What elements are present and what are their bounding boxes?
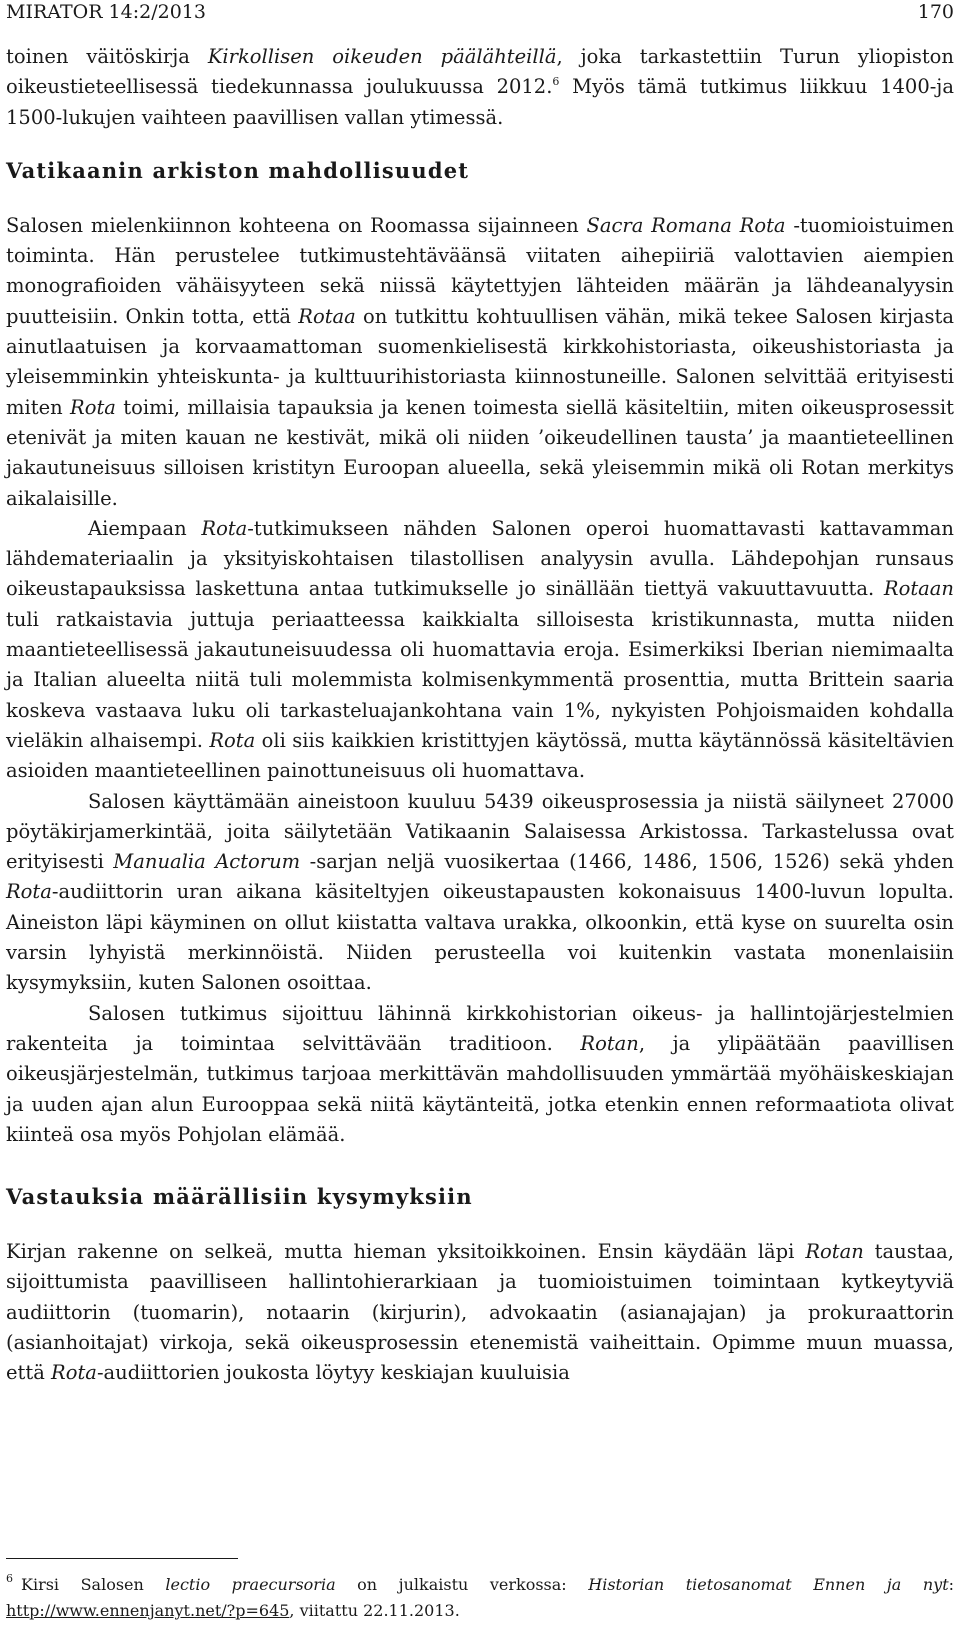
text-run: Salosen tutkimus sijoittuu lähinnä kirkkohistorian oikeus- ja hallintojärjestelmien rakenteita ja toimintaa selvittävään traditioon.	[6, 1001, 954, 1055]
journal-title: MIRATOR 14:2/2013	[6, 1, 206, 23]
intro-paragraph	[6, 42, 954, 133]
italic-term: lectio praecursoria	[165, 1575, 336, 1594]
footnote-ref[interactable]: 6	[552, 75, 560, 89]
text-run: Salosen mielenkiinnon kohteena on Roomassa sijainneen	[6, 213, 587, 237]
paragraph	[6, 787, 954, 999]
footnote-number: 6	[6, 1572, 13, 1585]
text-run: :	[948, 1575, 955, 1594]
text-run: Myös tämä tutkimus liikkuu 1400-ja 1500-lukujen vaihteen paavillisen vallan ytimessä.	[6, 75, 954, 129]
italic-term: Manualia Actorum	[113, 850, 301, 874]
running-header	[6, 0, 954, 30]
text-run: toinen väitöskirja	[6, 45, 208, 68]
text-run: taustaa, sijoittumista paavilliseen hallintohierarkiaan ja tuomioistuimen toimintaan kytkeytyviä audiittorin (tuomarin), notaarin (kirjurin), advokaatin (asianajajan) ja prokuraattorin (asianhoitajat) virkoja, sekä oikeusprosessin etenemistä vaiheittain. Opimme muun muassa, että	[6, 1240, 954, 1385]
text-run: Salosen käyttämään aineistoon kuuluu 5439 oikeusprosessia ja niistä säilyneet 27000 pöytäkirjamerkintää, joita säilytetään Vatikaanin Salaisessa Arkistossa. Tarkastelussa ovat erityisesti	[6, 789, 954, 874]
footnote-link[interactable]: http://www.ennenjanyt.net/?p=645	[6, 1601, 290, 1620]
italic-term: Rota	[51, 1361, 97, 1385]
text-run: -audiittorien joukosta löytyy keskiajan kuuluisia	[96, 1361, 570, 1385]
italic-term: Rota	[209, 728, 256, 752]
text-run: , joka tarkastettiin Turun yliopiston oikeustieteellisessä tiedekunnassa joulukuussa 2012.	[6, 45, 954, 99]
italic-term: Rota	[70, 395, 116, 419]
section-answers-body	[6, 1237, 954, 1388]
text-run: , ja ylipäätään paavillisen oikeusjärjestelmän, tutkimus tarjoaa merkittävän mahdollisuuden ymmärtää myöhäiskeskiajan ja uuden ajan alun Eurooppaa sekä niitä käytänteitä, jotka etenkin ennen reformaatiota olivat kiinteä osa myös Pohjolan elämää.	[6, 1031, 955, 1146]
text-run: -sarjan neljä vuosikertaa (1466, 1486, 1506, 1526) sekä yhden	[300, 850, 954, 874]
paragraph	[6, 999, 954, 1150]
footnote-divider	[6, 1558, 238, 1559]
text-run: on tutkittu kohtuullisen vähän, mikä tekee Salosen kirjasta ainutlaatuisen ja korvaamattoman suomenkielisestä kirkkohistoriasta, oikeushistoriasta ja yleisemminkin yhteiskunta- ja kulttuurihistoriasta kiinnostuneille. Salonen selvittää erityisesti miten	[6, 304, 954, 419]
text-run: Kirjan rakenne on selkeä, mutta hieman yksitoikkoinen. Ensin käydään läpi	[6, 1240, 806, 1264]
text-run: -tutkimukseen nähden Salonen operoi huomattavasti kattavamman lähdemateriaalin ja yksityiskohtaisen tilastollisen analyysin avulla. Lähdepohjan runsaus oikeustapauksissa laskettuna antaa tutkimukselle jo sinällään tiettyä vakuuttavuutta.	[6, 516, 954, 601]
section-vatican-body	[6, 211, 954, 1150]
text-run: -audiittorin uran aikana käsiteltyjen oikeustapausten kokonaisuus 1400-luvun lopulta. Aineiston läpi käyminen on ollut kiistatta valtava urakka, olkoonkin, että kyse on suurelta osin varsin lyhyistä merkinnöistä. Niiden perusteella voi kuitenkin vastata monenlaisiin kysymyksiin, kuten Salonen osoittaa.	[6, 880, 954, 995]
italic-term: Rotaa	[298, 304, 356, 328]
italic-term: Rotan	[580, 1031, 639, 1055]
italic-term: Rotaan	[883, 577, 954, 601]
text-run: Kirsi Salosen	[21, 1575, 166, 1594]
italic-term: Rota	[6, 880, 52, 904]
paragraph	[6, 1237, 954, 1388]
italic-title: Kirkollisen oikeuden päälähteillä	[207, 45, 557, 68]
italic-term: Sacra Romana Rota	[586, 213, 786, 237]
section-heading-vatican: Vatikaanin arkiston mahdollisuudet	[6, 157, 470, 183]
italic-term: Rota	[201, 516, 248, 540]
text-run: Aiempaan	[88, 516, 202, 540]
text-run: tuli ratkaistavia juttuja periaatteessa kaikkialta silloisesta kristikunnasta, mutta niiden maantieteellisessä jakautuneisuudessa oli huomattavia eroja. Esimerkiksi Iberian niemimaalta ja Italian alueelta niitä tuli molemmista kolmisenkymmentä prosenttia, mutta Brittein saaria koskeva vastaava luku oli tarkasteluajankohtana vain 1%, nykyisten Pohjoismaiden kohdalla vieläkin alhaisempi.	[6, 607, 954, 752]
text-run: toimi, millaisia tapauksia ja kenen toimesta siellä käsiteltiin, miten oikeusprosessit etenivät ja miten kauan ne kestivät, mikä oli niiden ’oikeudellinen tausta’ ja maantieteellinen jakautuneisuus silloisen kristityn Euroopan alueella, sekä yleisemmin mikä oli Rotan merkitys aikalaisille.	[6, 395, 954, 510]
section-heading-answers: Vastauksia määrällisiin kysymyksiin	[6, 1184, 473, 1210]
page-number: 170	[917, 1, 954, 23]
paragraph	[6, 211, 954, 514]
paragraph	[6, 514, 954, 787]
italic-term: Rotan	[805, 1240, 864, 1264]
text-run: , viitattu 22.11.2013.	[289, 1601, 460, 1620]
text-run: on julkaistu verkossa:	[335, 1575, 589, 1594]
italic-title: Historian tietosanomat Ennen ja nyt	[588, 1575, 949, 1594]
text-run: oli siis kaikkien kristittyjen käytössä, mutta käytännössä käsiteltävien asioiden maantieteellinen painottuneisuus oli huomattava.	[6, 728, 954, 783]
footnote-6	[6, 1572, 954, 1624]
text-run: -tuomioistuimen toiminta. Hän perustelee tutkimustehtäväänsä viitaten aihepiiriä valottavien aiempien monografioiden vähäisyyteen sekä niissä käytettyjen lähteiden määrän ja lähdeanalyysin puutteisiin. Onkin totta, että	[6, 213, 954, 328]
